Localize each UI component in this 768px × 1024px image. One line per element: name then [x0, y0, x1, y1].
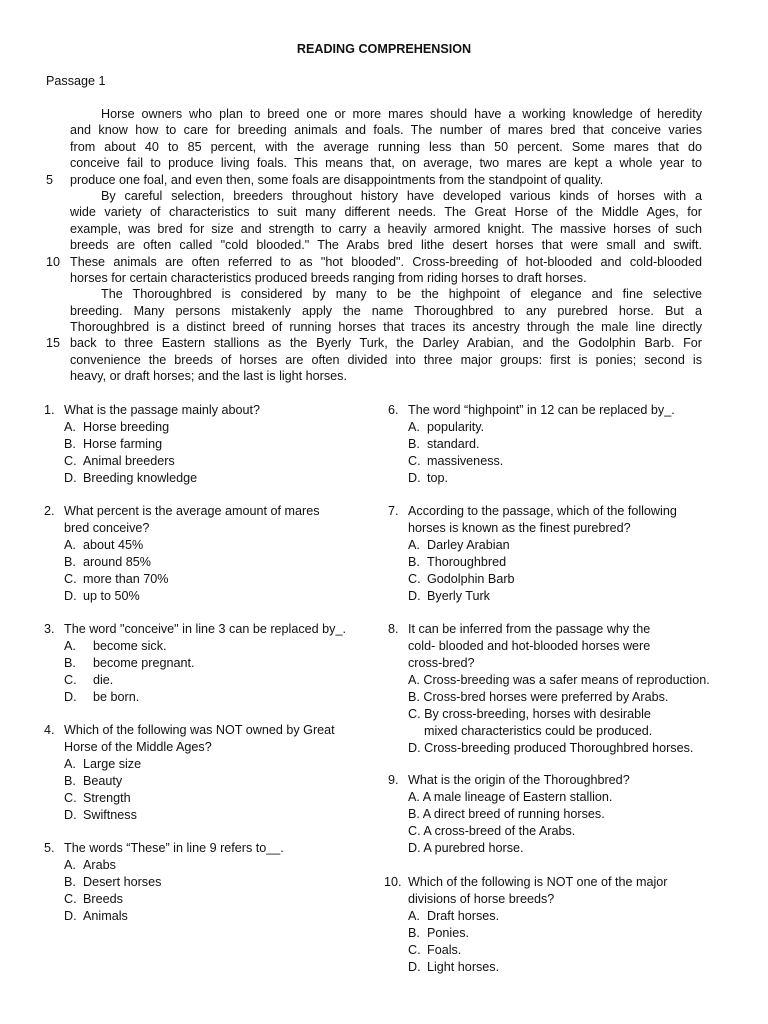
passage-line: wide variety of characteristics to suit many different needs. The Great Horse of the Middle Ages, for	[70, 205, 702, 220]
question-1: 1. What is the passage mainly about? A. Horse breeding B. Horse farming C. Animal breeders D. Breeding knowledge	[44, 402, 394, 487]
answer-option[interactable]: B. Horse farming	[64, 437, 163, 451]
question-text: The word "conceive" in line 3 can be replaced by_.	[64, 622, 346, 636]
answer-option[interactable]: A. Cross-breeding was a safer means of reproduction.	[408, 673, 710, 687]
answer-option[interactable]: C. A cross-breed of the Arabs.	[408, 824, 576, 838]
answer-option[interactable]: B. around 85%	[64, 555, 151, 569]
answer-option[interactable]: C. By cross-breeding, horses with desirable	[408, 707, 651, 721]
answer-option[interactable]: B. Desert horses	[64, 875, 162, 889]
question-text: divisions of horse breeds?	[408, 892, 555, 906]
question-text: The words “These” in line 9 refers to__.	[64, 841, 284, 855]
answer-option[interactable]: C. Breeds	[64, 892, 123, 906]
answer-option[interactable]: C. Strength	[64, 791, 131, 805]
answer-option[interactable]: B. become pregnant.	[64, 656, 195, 670]
answer-option[interactable]: B. A direct breed of running horses.	[408, 807, 605, 821]
passage-line: breeding. Many persons mistakenly apply the name Thoroughbred to any purebred horse. But a	[70, 303, 702, 318]
page-title: READING COMPREHENSION	[296, 42, 472, 56]
passage-line: 15 back to three Eastern stallions as the Byerly Turk, the Darley Arabian, and the Godolphin Barb. For	[46, 336, 702, 351]
answer-option[interactable]: D. up to 50%	[64, 589, 140, 603]
line-number: 15	[46, 336, 61, 351]
question-text: The word “highpoint” in 12 can be replaced by_.	[408, 403, 675, 417]
question-10: 10. Which of the following is NOT one of the major divisions of horse breeds? A. Draft horses. B. Ponies. C. Foals. D. Light horses.	[384, 874, 748, 976]
passage-line: horses for certain characteristics produced breeds ranging from riding horses to draft horses.	[70, 270, 587, 285]
passage-line: heavy, or draft horses; and the last is light horses.	[70, 369, 347, 384]
question-text: cross-bred?	[408, 656, 475, 670]
answer-option[interactable]: B. Beauty	[64, 774, 123, 788]
answer-option[interactable]: C. die.	[64, 673, 114, 687]
answer-option[interactable]: D. Byerly Turk	[408, 589, 490, 603]
line-number: 10	[46, 254, 61, 269]
passage-line: breeds are often called "cold blooded." The Arabs bred lithe desert horses that were small and swift.	[70, 238, 702, 253]
question-9: 9. What is the origin of the Thoroughbred? A. A male lineage of Eastern stallion. B. A direct breed of running horses. C. A cross-breed of the Arabs. D. A purebred horse.	[388, 772, 748, 857]
question-6: 6. The word “highpoint” in 12 can be replaced by_. A. popularity. B. standard. C. massiveness. D. top.	[388, 402, 748, 487]
answer-option[interactable]: A. Large size	[64, 757, 142, 771]
answer-option[interactable]: A. about 45%	[64, 538, 144, 552]
passage-line: By careful selection, breeders throughout history have developed various kinds of horses with a	[101, 188, 702, 203]
answer-option[interactable]: D. Breeding knowledge	[64, 471, 198, 485]
passage-line: 10 These animals are often referred to as "hot blooded". Cross-breeding of hot-blooded and cold-blooded	[46, 254, 702, 269]
passage-line: from about 40 to 85 percent, with the average running less than 50 percent. Some mares that do	[70, 139, 702, 154]
answer-option[interactable]: D. Animals	[64, 909, 128, 923]
question-text: horses is known as the finest purebred?	[408, 521, 631, 535]
passage-line: Thoroughbred is a distinct breed of running horses that traces its ancestry through the male line directly	[70, 320, 702, 335]
answer-option[interactable]: D. Swiftness	[64, 808, 137, 822]
passage-line: 5 produce one foal, and even then, some foals are disappointments from the standpoint of quality.	[46, 172, 604, 187]
answer-option[interactable]: A. Horse breeding	[64, 420, 170, 434]
question-2: 2. What percent is the average amount of mares bred conceive? A. about 45% B. around 85% C. more than 70% D. up to 50%	[44, 503, 394, 605]
answer-option[interactable]: D. Cross-breeding produced Thoroughbred horses.	[408, 741, 694, 755]
answer-option[interactable]: D. be born.	[64, 690, 140, 704]
passage-text	[46, 106, 702, 385]
passage-line: example, was bred for size and strength to carry a heavily armored knight. The massive horses of such	[70, 221, 702, 236]
answer-option[interactable]: D. A purebred horse.	[408, 841, 524, 855]
question-text: What is the passage mainly about?	[64, 403, 261, 417]
question-text: What percent is the average amount of mares	[64, 504, 320, 518]
answer-option-continued[interactable]: mixed characteristics could be produced.	[424, 724, 653, 738]
answer-option[interactable]: C. Animal breeders	[64, 454, 175, 468]
answer-option[interactable]: B. Thoroughbred	[408, 555, 507, 569]
question-text: Which of the following is NOT one of the major	[408, 875, 668, 889]
answer-option[interactable]: C. Foals.	[408, 943, 462, 957]
answer-option[interactable]: A. Arabs	[64, 858, 116, 872]
answer-option[interactable]: C. more than 70%	[64, 572, 169, 586]
question-5: 5. The words “These” in line 9 refers to__. A. Arabs B. Desert horses C. Breeds D. Animals	[44, 840, 394, 925]
question-text: Horse of the Middle Ages?	[64, 740, 212, 754]
answer-option[interactable]: D. Light horses.	[408, 960, 500, 974]
answer-option[interactable]: D. top.	[408, 471, 449, 485]
answer-option[interactable]: B. Cross-bred horses were preferred by Arabs.	[408, 690, 669, 704]
question-8: 8. It can be inferred from the passage why the cold- blooded and hot-blooded horses were cross-bred? A. Cross-breeding was a safer means of reproduction. B. Cross-bred horses were preferred by Arabs. C. By cross-breeding, horses with desirable mixed characteristics could be produced. D. Cross-breeding produced Thoroughbred horses.	[388, 621, 758, 757]
question-text: bred conceive?	[64, 521, 150, 535]
answer-option[interactable]: A. popularity.	[408, 420, 485, 434]
answer-option[interactable]: C. Godolphin Barb	[408, 572, 515, 586]
passage-line: conceive fail to produce living foals. This means that, on average, two mares are kept a whole year to	[70, 156, 702, 171]
question-text: cold- blooded and hot-blooded horses were	[408, 639, 651, 653]
passage-line: and know how to care for breeding animals and foals. The number of mares bred that conceive varies	[70, 123, 702, 138]
line-number: 5	[46, 172, 54, 187]
passage-label: Passage 1	[46, 74, 106, 88]
question-3: 3. The word "conceive" in line 3 can be replaced by_. A. become sick. B. become pregnant. C. die. D. be born.	[44, 621, 394, 706]
answer-option[interactable]: B. standard.	[408, 437, 480, 451]
question-text: It can be inferred from the passage why the	[408, 622, 651, 636]
question-text: What is the origin of the Thoroughbred?	[408, 773, 630, 787]
answer-option[interactable]: A. Darley Arabian	[408, 538, 510, 552]
answer-option[interactable]: B. Ponies.	[408, 926, 470, 940]
answer-option[interactable]: A. become sick.	[64, 639, 167, 653]
question-text: According to the passage, which of the following	[408, 504, 677, 518]
answer-option[interactable]: C. massiveness.	[408, 454, 504, 468]
passage-line: convenience the breeds of horses are often divided into three major groups: first is ponies; second is	[70, 352, 702, 367]
passage-line: The Thoroughbred is considered by many to be the highpoint of elegance and fine selective	[101, 287, 702, 302]
answer-option[interactable]: A. Draft horses.	[408, 909, 500, 923]
passage-line: Horse owners who plan to breed one or more mares should have a working knowledge of heredity	[101, 107, 702, 121]
question-4: 4. Which of the following was NOT owned by Great Horse of the Middle Ages? A. Large size B. Beauty C. Strength D. Swiftness	[44, 722, 394, 824]
question-text: Which of the following was NOT owned by Great	[64, 723, 335, 737]
question-7: 7. According to the passage, which of the following horses is known as the finest purebred? A. Darley Arabian B. Thoroughbred C. Godolphin Barb D. Byerly Turk	[388, 503, 748, 605]
answer-option[interactable]: A. A male lineage of Eastern stallion.	[408, 790, 613, 804]
